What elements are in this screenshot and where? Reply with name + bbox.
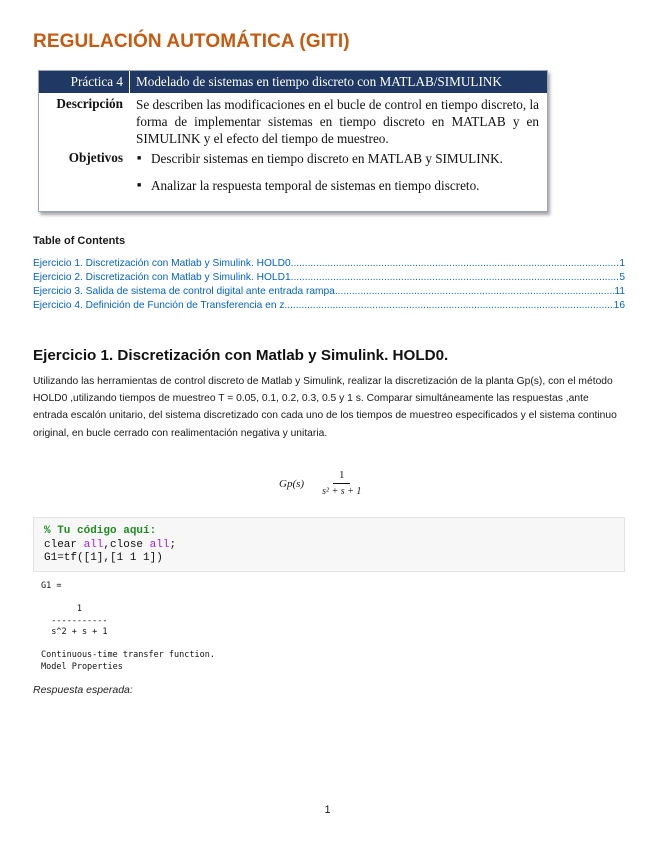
formula-lhs: Gp(s) (279, 477, 305, 490)
objective-item: ■ Analizar la respuesta temporal de sistemas en tiempo discreto. (136, 177, 539, 194)
toc-entry-page[interactable]: 5 (619, 272, 625, 283)
section-heading: Ejercicio 1. Discretización con Matlab y Simulink. HOLD0. (33, 347, 449, 364)
toc-entry-text[interactable]: Ejercicio 2. Discretización con Matlab y Simulink. HOLD1 (33, 272, 291, 283)
code-line-1 (44, 525, 624, 539)
description-text: Se describen las modificaciones en el bucle de control en tiempo discreto, la forma de implementar sistemas en tiempo discreto en MATLAB y en SIMULINK y el efecto del tiempo de muestreo. (136, 97, 539, 146)
toc-leader-dots (335, 285, 615, 299)
code-line-2 (44, 539, 624, 553)
code-token: clear (44, 538, 84, 551)
code-line-3: G1=tf([1],[1 1 1]) (44, 552, 163, 564)
toc-entry-1[interactable] (33, 257, 625, 271)
description-label: Descripción (56, 96, 123, 111)
description-row (39, 96, 547, 147)
toc-entry-text[interactable]: Ejercicio 4. Definición de Función de Transferencia en z (33, 300, 285, 311)
practice-info-box (38, 70, 548, 212)
practice-number: Práctica 4 (70, 74, 123, 89)
code-cell[interactable] (33, 517, 625, 572)
toc-entry-2[interactable] (33, 271, 625, 285)
toc-entry-4[interactable] (33, 299, 625, 313)
table-of-contents (33, 257, 625, 313)
toc-title: Table of Contents (33, 235, 126, 247)
code-output: G1 = 1 ----------- s^2 + s + 1 Continuous-time transfer function. Model Properties (41, 581, 215, 672)
document-title: REGULACIÓN AUTOMÁTICA (GITI) (33, 31, 350, 52)
transfer-function-formula (279, 468, 361, 499)
section-paragraph: Utilizando las herramientas de control discreto de Matlab y Simulink, realizar la discretización de la planta Gp(s), con el método HOLD0 ,utilizando tiempos de muestreo T = 0.05, 0.1, 0.2, 0.3, 0.5 y 1 s. Comparar simultáneamente las respuestas ,ante entrada escalón unitario, del sistema discretizado con cada uno de los tiempos de muestreo especificados y el sistema continuo original, en bucle cerrado con realimentación negativa y unitaria. (33, 376, 617, 439)
code-keyword: all (83, 538, 104, 551)
toc-entry-text[interactable]: Ejercicio 1. Discretización con Matlab y Simulink. HOLD0 (33, 258, 291, 269)
practice-header (39, 71, 547, 93)
toc-leader-dots (284, 299, 613, 313)
toc-leader-dots (291, 271, 620, 285)
toc-entry-page[interactable]: 1 (619, 258, 625, 269)
code-keyword: all (149, 538, 170, 551)
objectives-list (129, 150, 539, 194)
toc-entry-page[interactable]: 11 (614, 286, 625, 297)
formula-fraction (322, 468, 361, 499)
formula-numerator: 1 (333, 468, 351, 484)
code-token: ; (169, 538, 177, 551)
toc-entry-3[interactable] (33, 285, 625, 299)
toc-leader-dots (291, 257, 620, 271)
objective-item: ■ Describir sistemas en tiempo discreto en MATLAB y SIMULINK. (136, 150, 539, 167)
practice-title: Modelado de sistemas en tiempo discreto con MATLAB/SIMULINK (136, 74, 502, 89)
objectives-label: Objetivos (68, 150, 123, 165)
formula-denominator: s² + s + 1 (322, 486, 362, 497)
expected-response-label: Respuesta esperada: (33, 684, 133, 696)
code-token: ,close (103, 538, 150, 551)
toc-entry-text[interactable]: Ejercicio 3. Salida de sistema de control digital ante entrada rampa (33, 286, 335, 297)
objectives-row (39, 150, 547, 194)
page-number: 1 (324, 804, 331, 816)
toc-entry-page[interactable]: 16 (613, 300, 625, 311)
code-comment: % Tu código aquí: (44, 525, 157, 537)
